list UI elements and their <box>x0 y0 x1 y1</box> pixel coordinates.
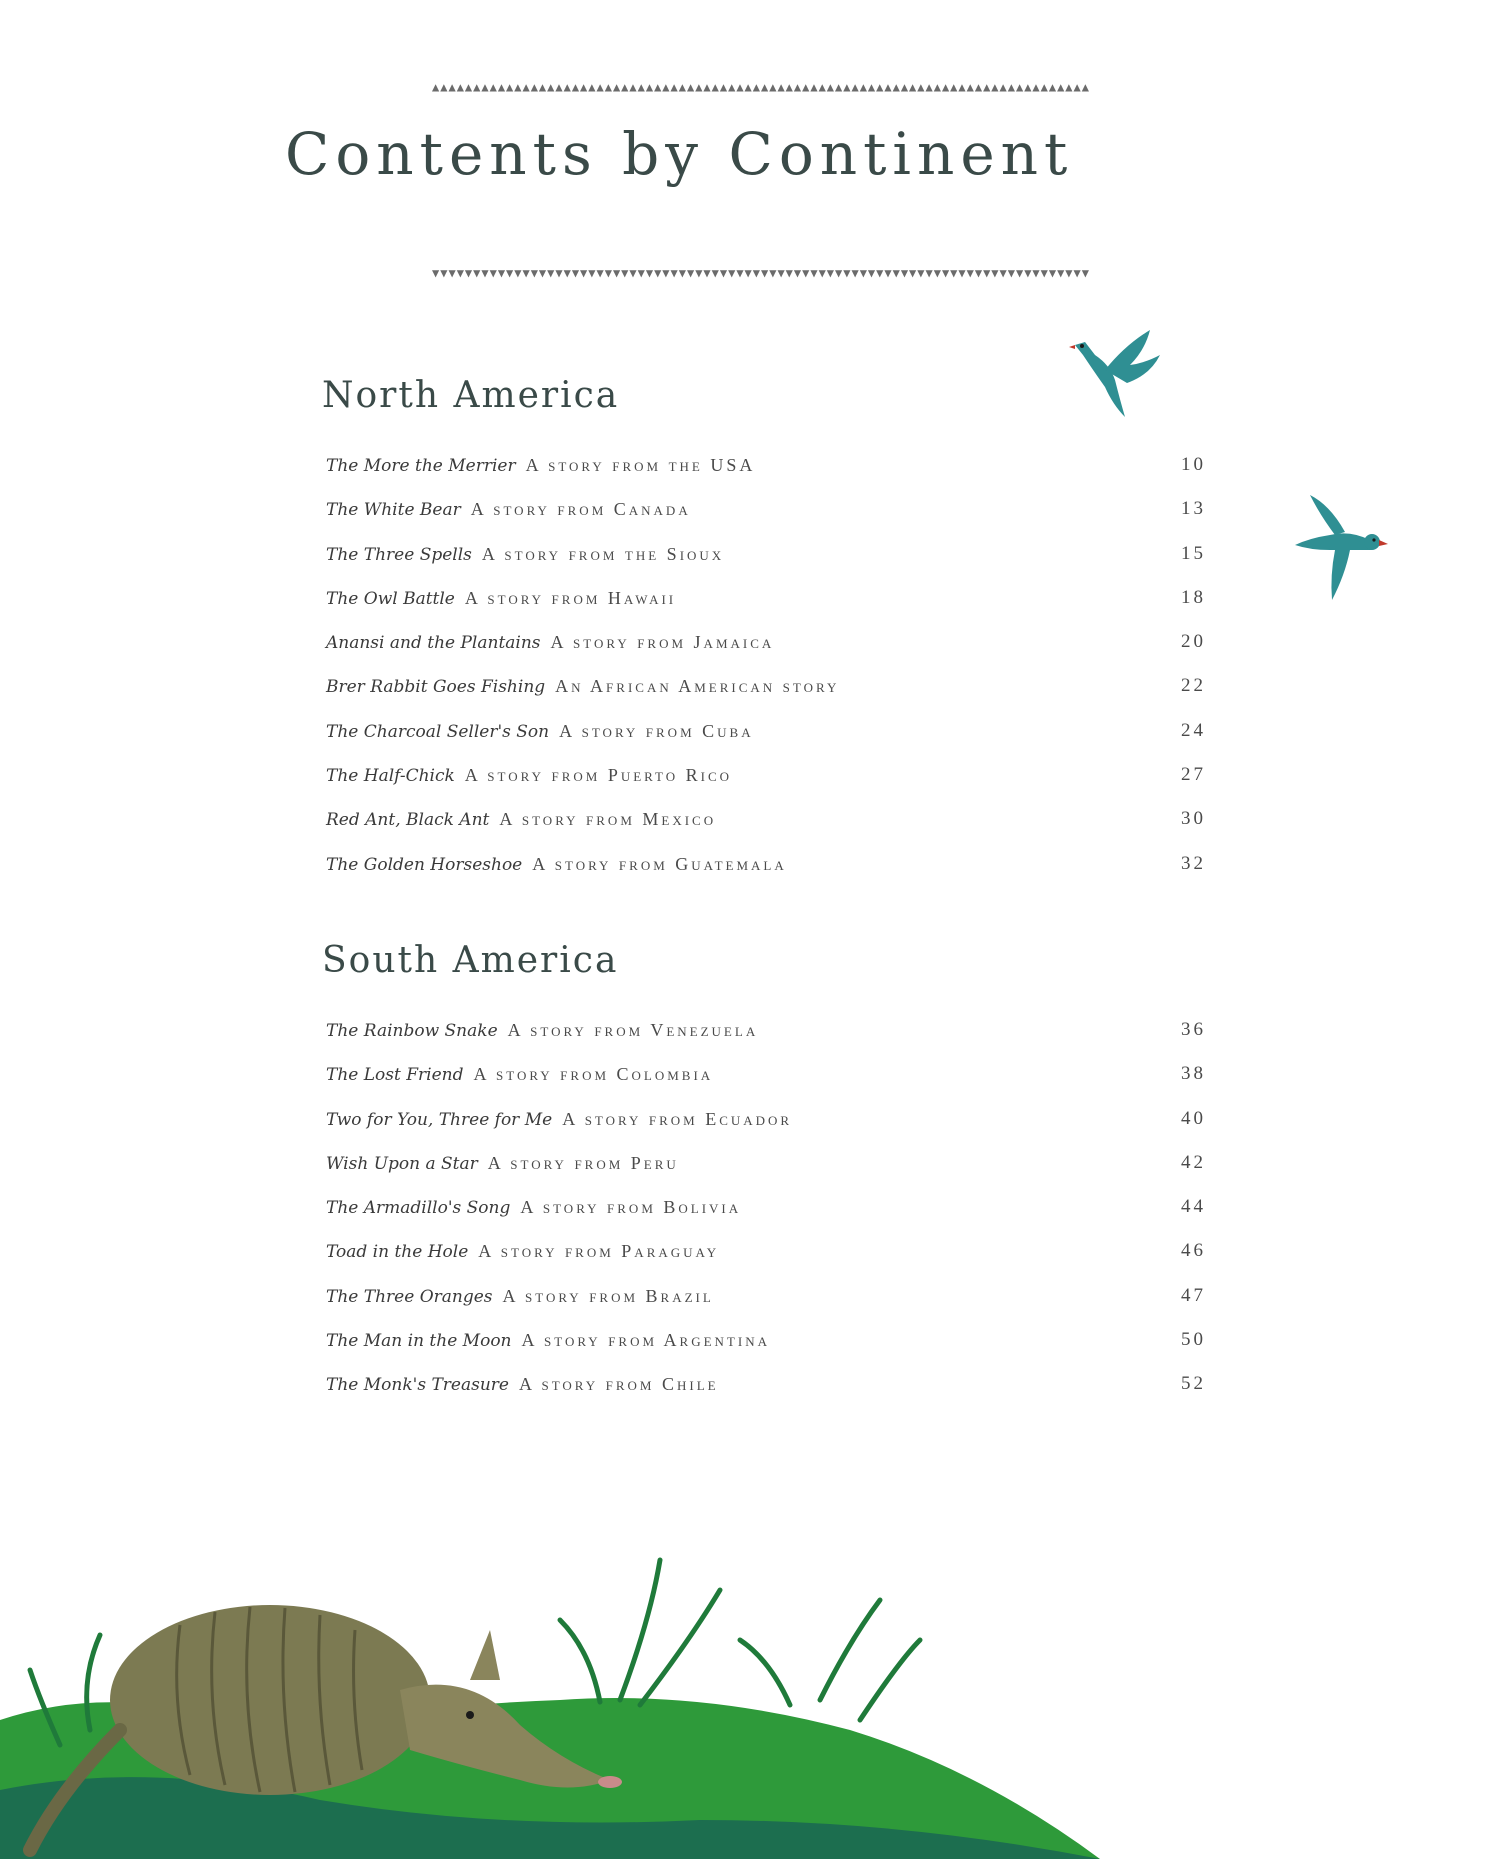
story-origin: A story from Paraguay <box>478 1241 720 1262</box>
page-number: 38 <box>1181 1063 1206 1085</box>
story-origin: A story from the Sioux <box>481 543 725 564</box>
page-number: 27 <box>1181 764 1206 786</box>
toc-entry <box>326 1236 1206 1280</box>
toc-list-south-america <box>326 1015 1206 1414</box>
bird-illustration-upper <box>1065 325 1165 425</box>
story-title: The Three Spells <box>326 544 472 565</box>
story-title: The Man in the Moon <box>326 1331 512 1352</box>
story-origin: A story from Hawaii <box>464 587 677 608</box>
page-number: 10 <box>1181 454 1206 475</box>
page-number: 50 <box>1181 1329 1206 1351</box>
decorative-border-top: ▲▲▲▲▲▲▲▲▲▲▲▲▲▲▲▲▲▲▲▲▲▲▲▲▲▲▲▲▲▲▲▲▲▲▲▲▲▲▲▲▲▲▲▲▲▲▲▲▲▲▲▲▲▲▲▲▲▲▲▲▲▲▲▲▲▲▲▲▲▲▲▲▲▲▲▲▲▲▲▲ <box>432 80 1090 94</box>
story-title: Brer Rabbit Goes Fishing <box>326 677 546 698</box>
page-number: 52 <box>1181 1373 1206 1395</box>
story-origin: A story from Argentina <box>521 1330 770 1351</box>
story-title: The Owl Battle <box>326 588 455 609</box>
page-number: 15 <box>1181 542 1206 564</box>
story-title: The Armadillo's Song <box>326 1198 511 1219</box>
section-heading-south-america: South America <box>322 940 619 981</box>
decorative-border-bottom: ▼▼▼▼▼▼▼▼▼▼▼▼▼▼▼▼▼▼▼▼▼▼▼▼▼▼▼▼▼▼▼▼▼▼▼▼▼▼▼▼▼▼▼▼▼▼▼▼▼▼▼▼▼▼▼▼▼▼▼▼▼▼▼▼▼▼▼▼▼▼▼▼▼▼▼▼▼▼▼▼ <box>432 266 1090 280</box>
story-title: The Half-Chick <box>326 766 455 787</box>
page-number: 46 <box>1181 1240 1206 1262</box>
story-title: The Rainbow Snake <box>326 1021 498 1041</box>
story-title: The Golden Horseshoe <box>326 854 523 875</box>
story-title: The Charcoal Seller's Son <box>326 721 550 742</box>
page-number: 24 <box>1181 719 1206 741</box>
story-title: The More the Merrier <box>326 456 516 476</box>
story-title: The Lost Friend <box>326 1065 464 1086</box>
story-title: Wish Upon a Star <box>326 1153 478 1174</box>
story-title: The Three Oranges <box>326 1286 493 1307</box>
toc-entry <box>326 583 1206 627</box>
page-number: 42 <box>1181 1151 1206 1173</box>
page-title: Contents by Continent <box>285 120 1074 188</box>
bird-illustration-lower <box>1290 490 1390 610</box>
story-title: Anansi and the Plantains <box>326 633 541 654</box>
story-origin: A story from Jamaica <box>550 632 775 653</box>
page-number: 44 <box>1181 1196 1206 1218</box>
toc-entry <box>326 450 1206 494</box>
page-number: 18 <box>1181 586 1206 608</box>
toc-entry <box>326 539 1206 583</box>
page-number: 13 <box>1181 498 1206 520</box>
toc-entry <box>326 1015 1206 1059</box>
story-title: The White Bear <box>326 500 461 521</box>
story-origin: A story from Puerto Rico <box>464 765 733 786</box>
toc-entry <box>326 1325 1206 1369</box>
page-number: 30 <box>1181 808 1206 830</box>
story-origin: A story from Bolivia <box>520 1197 742 1218</box>
armadillo-illustration <box>0 1530 1100 1859</box>
story-origin: A story from Colombia <box>473 1064 714 1085</box>
toc-entry <box>326 1192 1206 1236</box>
toc-entry <box>326 494 1206 538</box>
page-number: 32 <box>1181 852 1206 874</box>
toc-entry <box>326 627 1206 671</box>
page-number: 20 <box>1181 631 1206 653</box>
story-origin: A story from Guatemala <box>532 853 787 874</box>
story-title: The Monk's Treasure <box>326 1375 509 1396</box>
toc-entry <box>326 1059 1206 1103</box>
toc-entry <box>326 671 1206 715</box>
story-origin: A story from the USA <box>525 455 756 475</box>
story-origin: A story from Chile <box>518 1374 719 1395</box>
page-number: 36 <box>1181 1019 1206 1040</box>
toc-entry <box>326 760 1206 804</box>
story-title: Two for You, Three for Me <box>326 1109 553 1130</box>
page-number: 40 <box>1181 1107 1206 1129</box>
toc-entry <box>326 1369 1206 1413</box>
toc-entry <box>326 849 1206 893</box>
story-origin: A story from Brazil <box>502 1285 714 1306</box>
page-number: 47 <box>1181 1284 1206 1306</box>
toc-entry <box>326 1281 1206 1325</box>
story-origin: A story from Venezuela <box>507 1020 759 1040</box>
toc-entry <box>326 1148 1206 1192</box>
story-origin: A story from Mexico <box>499 809 717 830</box>
story-origin: An African American story <box>555 676 840 697</box>
section-heading-north-america: North America <box>322 375 620 416</box>
story-origin: A story from Peru <box>487 1152 679 1173</box>
story-origin: A story from Canada <box>470 499 691 520</box>
toc-entry <box>326 1104 1206 1148</box>
story-title: Red Ant, Black Ant <box>326 810 490 831</box>
story-origin: A story from Cuba <box>559 720 754 741</box>
story-origin: A story from Ecuador <box>562 1108 793 1129</box>
toc-entry <box>326 716 1206 760</box>
toc-list-north-america <box>326 450 1206 893</box>
page-number: 22 <box>1181 675 1206 697</box>
story-title: Toad in the Hole <box>326 1242 469 1263</box>
toc-entry <box>326 804 1206 848</box>
